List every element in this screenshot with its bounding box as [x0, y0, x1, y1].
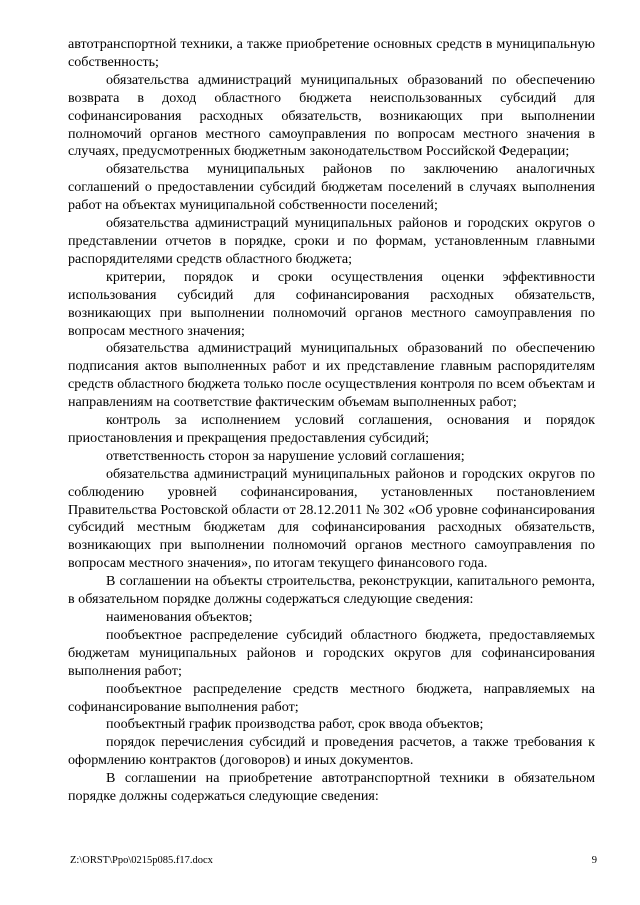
paragraph: обязательства администраций муниципальных образований по обеспечению возврата в доход областного бюджета неиспользованных субсидий для софинансирования расходных обязательств, возникающих при выполнении полномочий органов местного самоуправления по вопросам местного значения в случаях, предусмотренных бюджетным законодательством Российской Федерации;: [68, 71, 595, 160]
paragraph: порядок перечисления субсидий и проведения расчетов, а также требования к оформлению контрактов (договоров) и иных документов.: [68, 734, 595, 769]
paragraph: обязательства муниципальных районов по заключению аналогичных соглашений о предоставлении субсидий бюджетам поселений в случаях выполнения работ на объектах муниципальной собственности поселений;: [68, 161, 595, 214]
paragraph: наименования объектов;: [106, 609, 253, 625]
paragraph: ответственность сторон за нарушение условий соглашения;: [106, 447, 465, 464]
paragraph: В соглашении на приобретение автотранспортной техники в обязательном порядке должны содержаться следующие сведения:: [68, 770, 595, 805]
paragraph: обязательства администраций муниципальных районов и городских округов о представлении отчетов в порядке, сроки и по формам, установленным главными распорядителями средств областного бюджета;: [68, 215, 595, 267]
paragraph: пообъектное распределение субсидий областного бюджета, предоставляемых бюджетам муниципальных районов и городских округов для софинансирования выполнения работ;: [68, 626, 595, 679]
page-footer: [70, 855, 597, 866]
page-number: 9: [591, 855, 597, 866]
document-body: [68, 36, 595, 806]
paragraph: критерии, порядок и сроки осуществления оценки эффективности использования субсидий для софинансирования расходных обязательств, возникающих при выполнении полномочий органов местного самоуправления по вопросам местного значения;: [68, 268, 595, 339]
paragraph: пообъектное распределение средств местного бюджета, направляемых на софинансирование выполнения работ;: [68, 680, 595, 715]
paragraph: В соглашении на объекты строительства, реконструкции, капитального ремонта, в обязательном порядке должны содержаться следующие сведения:: [68, 573, 595, 608]
file-path: Z:\ORST\Ppo\0215p085.f17.docx: [70, 855, 213, 866]
paragraph: обязательства администраций муниципальных образований по обеспечению подписания актов выполненных работ и их представление главным распорядителям средств областного бюджета только после осуществления контроля по всем объектам и направлениям на соответствие фактическим объемам выполненных работ;: [68, 340, 595, 411]
paragraph: обязательства администраций муниципальных районов и городских округов по соблюдению уровней софинансирования, установленных постановлением Правительства Ростовской области от 28.12.2011 № 302 «Об уровне софинансирования субсидий местным бюджетам для софинансирования расходных обязательств, возникающих при выполнении полномочий органов местного самоуправления по вопросам местного значения», по итогам текущего финансового года.: [68, 465, 595, 572]
paragraph: автотранспортной техники, а также приобретение основных средств в муниципальную собственность;: [68, 36, 595, 70]
paragraph: контроль за исполнением условий соглашения, основания и порядок приостановления и прекращения предоставления субсидий;: [68, 412, 595, 446]
paragraph: пообъектный график производства работ, срок ввода объектов;: [106, 716, 484, 733]
